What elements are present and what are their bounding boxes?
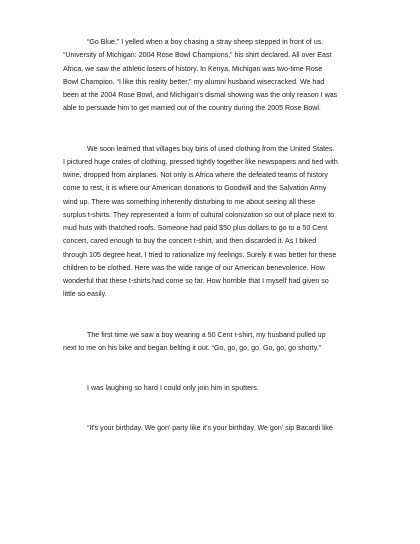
paragraph-line: Africa, we saw the athletic losers of history. In Kenya, Michigan was two-time Rose [63, 64, 323, 73]
paragraph-line: been at the 2004 Rose Bowl, and Michigan's dismal showing was the only reason I was [63, 91, 338, 99]
paragraph-line: able to persuade him to get married out of the country during the 2005 Rose Bowl. [63, 104, 321, 113]
paragraph-line: “It's your birthday. We gon' party like it's your birthday. We gon' sip Bacardi like [87, 424, 333, 433]
paragraph-line: Bowl Champion. “I like this reality better,” my alumni husband wisecracked. We had [63, 77, 325, 86]
paragraph-line: “University of Michigan: 2004 Rose Bowl Champions,” his shirt declared. All over East [63, 51, 332, 60]
paragraph-line: surplus t-shirts. They represented a form of cultural colonization so out of place next to [63, 210, 335, 219]
paragraph-50-cent [63, 329, 369, 356]
paragraph-line: through 105 degree heat, I tried to rationalize my feelings. Surely it was better for these [63, 250, 337, 259]
paragraph-used-clothing [63, 143, 369, 302]
paragraph-line: come to rest, it is where our American donations to Goodwill and the Salvation Army [63, 184, 327, 193]
document-body [63, 36, 369, 436]
paragraph-line: twine, dropped from airplanes. Not only is Africa where the defeated teams of history [63, 171, 328, 179]
paragraph-line: “Go Blue,” I yelled when a boy chasing a stray sheep stepped in front of us. [87, 38, 324, 46]
paragraph-laughing [63, 382, 369, 395]
paragraph-line: I pictured huge crates of clothing, pressed tightly together like newspapers and tied with [63, 157, 338, 166]
paragraph-line: little so easily. [63, 290, 107, 299]
paragraph-line: mud huts with thatched roofs. Someone had paid $50 plus dollars to go to a 50 Cent [63, 224, 328, 232]
paragraph-line: wonderful that these t-shirts had come so far. How horrible that I myself had given so [63, 277, 329, 285]
paragraph-rose-bowl [63, 36, 369, 116]
paragraph-birthday-lyrics [63, 422, 369, 435]
paragraph-line: We soon learned that villages buy bins of used clothing from the United States. [87, 144, 335, 153]
paragraph-line: The first time we saw a boy wearing a 50 Cent t-shirt, my husband pulled up [87, 330, 326, 339]
paragraph-line: concert, cared enough to buy the concert t-shirt, and then discarded it. As I biked [63, 237, 317, 246]
paragraph-line: I was laughing so hard I could only join him in sputters. [87, 384, 259, 392]
paragraph-line: wind up. There was something inherently disturbing to me about seeing all these [63, 197, 316, 206]
paragraph-line: children to be clothed. Here was the wide range of our American benevolence. How [63, 263, 325, 272]
paragraph-line: next to me on his bike and began belting it out. “Go, go, go, go. Go, go, go shorty.” [63, 343, 322, 352]
